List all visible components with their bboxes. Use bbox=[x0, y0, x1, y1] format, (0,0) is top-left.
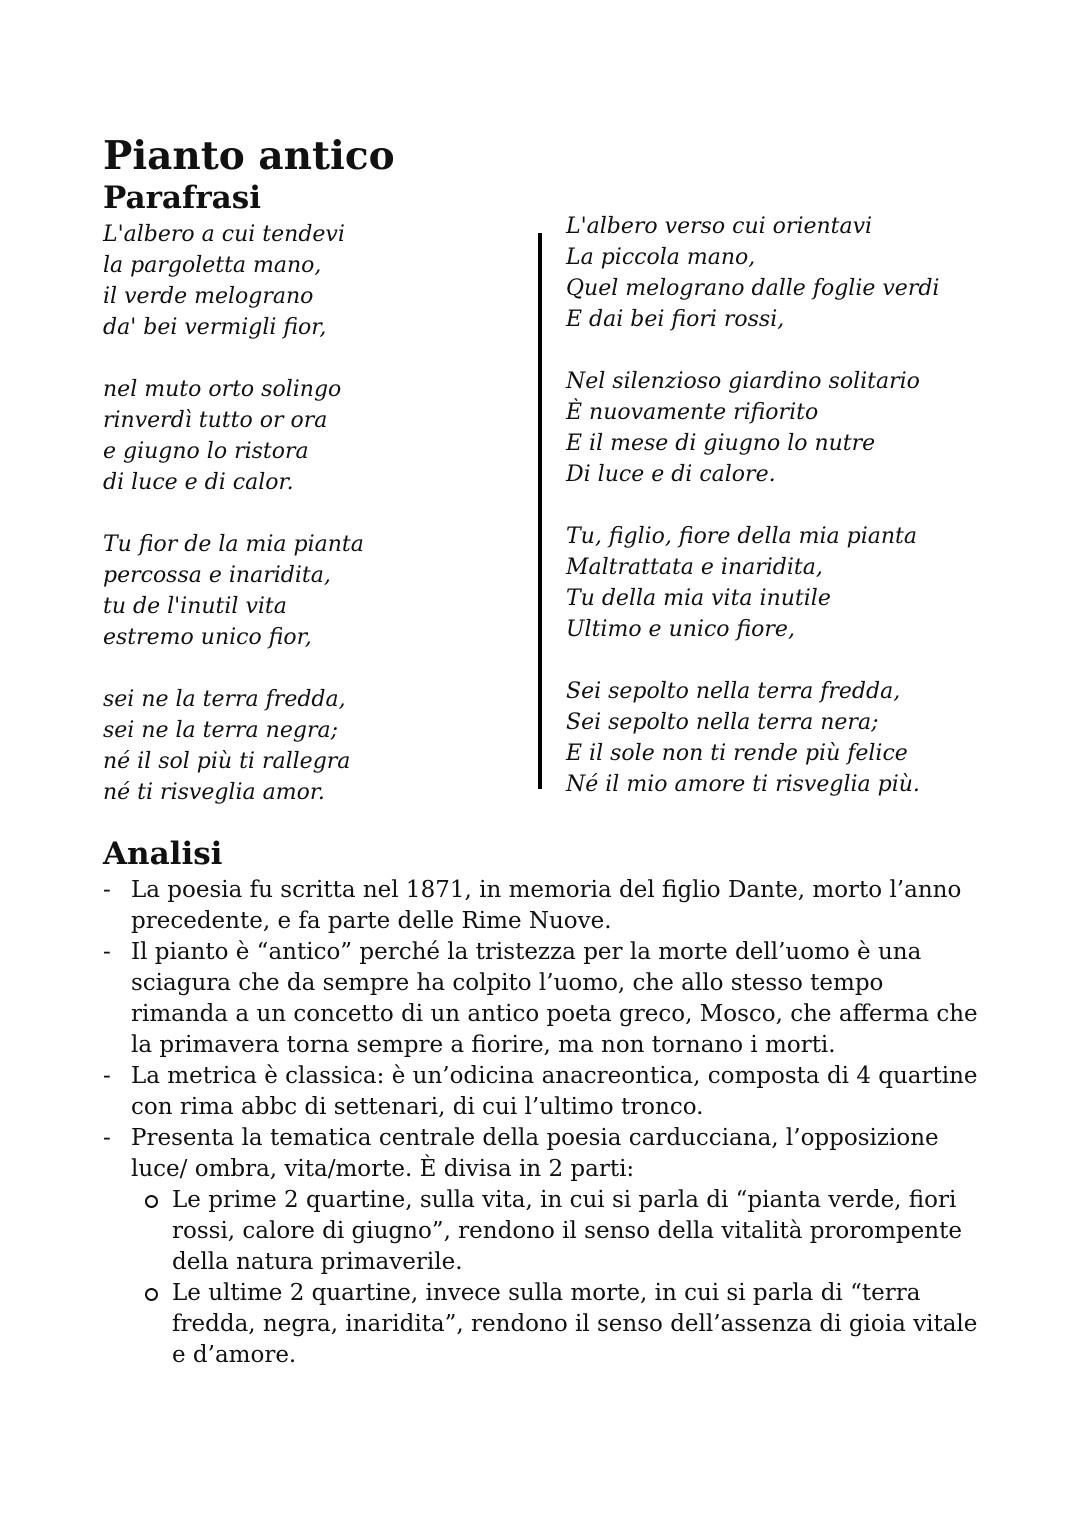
poem-verse: percossa e inaridita, bbox=[103, 563, 331, 588]
poem-verse: la pargoletta mano, bbox=[103, 253, 322, 278]
paraphrase-verse: Né il mio amore ti risveglia più. bbox=[566, 772, 920, 797]
poem-stanza bbox=[103, 529, 523, 653]
analysis-list bbox=[103, 875, 983, 1371]
paraphrase-verse: Di luce e di calore. bbox=[566, 462, 776, 487]
page-title: Pianto antico bbox=[103, 133, 395, 179]
poem-verse: tu de l'inutil vita bbox=[103, 594, 287, 619]
paraphrase-stanza bbox=[566, 211, 1026, 335]
analysis-point-text: La poesia fu scritta nel 1871, in memoria del figlio Dante, morto l’anno precedente, e fa parte delle Rime Nuove. bbox=[131, 877, 962, 934]
dash-bullet: - bbox=[103, 1063, 111, 1089]
paraphrase-verse: Ultimo e unico fiore, bbox=[566, 617, 795, 642]
poem-verse: nel muto orto solingo bbox=[103, 377, 342, 402]
analysis-subpoint bbox=[103, 1185, 983, 1278]
analysis-title: Analisi bbox=[103, 836, 223, 872]
analysis-subpoint-text: Le ultime 2 quartine, invece sulla morte, in cui si parla di “terra fredda, negra, inaridita”, rendono il senso dell’assenza di gioia vitale e d’amore. bbox=[172, 1280, 978, 1368]
paraphrase-verse: Tu della mia vita inutile bbox=[566, 586, 831, 611]
poem-verse: da' bei vermigli fior, bbox=[103, 315, 327, 340]
poem-verse: e giugno lo ristora bbox=[103, 439, 309, 464]
poem-verse: né ti risveglia amor. bbox=[103, 780, 325, 805]
poem-verse: di luce e di calor. bbox=[103, 470, 294, 495]
poem-stanza bbox=[103, 374, 523, 498]
poem-original-column bbox=[103, 219, 523, 808]
paraphrase-stanza bbox=[566, 366, 1026, 490]
poem-verse: Tu fior de la mia pianta bbox=[103, 532, 364, 557]
paraphrase-verse: Maltrattata e inaridita, bbox=[566, 555, 823, 580]
paraphrase-verse: Sei sepolto nella terra fredda, bbox=[566, 679, 901, 704]
analysis-point-text: Il pianto è “antico” perché la tristezza per la morte dell’uomo è una sciagura che da sempre ha colpito l’uomo, che allo stesso tempo rimanda a un concetto di un antico poeta greco, Mosco, che afferma che la primavera torna sempre a fiorire, ma non tornano i morti. bbox=[131, 939, 978, 1058]
dash-bullet: - bbox=[103, 939, 111, 965]
analysis-point bbox=[103, 937, 983, 1061]
poem-verse: sei ne la terra negra; bbox=[103, 718, 338, 743]
poem-stanza bbox=[103, 219, 523, 343]
section-subtitle-parafrasi: Parafrasi bbox=[103, 180, 261, 216]
column-divider bbox=[538, 233, 542, 789]
analysis-point bbox=[103, 1061, 983, 1123]
analysis-subpoint bbox=[103, 1278, 983, 1371]
paraphrase-verse: E il sole non ti rende più felice bbox=[566, 741, 908, 766]
paraphrase-verse: E il mese di giugno lo nutre bbox=[566, 431, 876, 456]
paraphrase-stanza bbox=[566, 676, 1026, 800]
circle-bullet-icon bbox=[145, 1195, 158, 1208]
paraphrase-verse: La piccola mano, bbox=[566, 245, 756, 270]
circle-bullet-icon bbox=[145, 1288, 158, 1301]
analysis-point bbox=[103, 1123, 983, 1185]
paraphrase-verse: Sei sepolto nella terra nera; bbox=[566, 710, 879, 735]
paraphrase-verse: Nel silenzioso giardino solitario bbox=[566, 369, 920, 394]
poem-verse: il verde melograno bbox=[103, 284, 314, 309]
paraphrase-verse: Tu, figlio, fiore della mia pianta bbox=[566, 524, 917, 549]
paraphrase-stanza bbox=[566, 521, 1026, 645]
dash-bullet: - bbox=[103, 877, 111, 903]
poem-verse: sei ne la terra fredda, bbox=[103, 687, 346, 712]
poem-paraphrase-column bbox=[566, 211, 1026, 800]
analysis-point-text: La metrica è classica: è un’odicina anacreontica, composta di 4 quartine con rima abbc di settenari, di cui l’ultimo tronco. bbox=[131, 1063, 978, 1120]
dash-bullet: - bbox=[103, 1125, 111, 1151]
poem-verse: rinverdì tutto or ora bbox=[103, 408, 328, 433]
analysis-subpoint-text: Le prime 2 quartine, sulla vita, in cui si parla di “pianta verde, fiori rossi, calore di giugno”, rendono il senso della vitalità prorompente della natura primaverile. bbox=[172, 1187, 962, 1275]
poem-verse: L'albero a cui tendevi bbox=[103, 222, 345, 247]
analysis-sublist bbox=[103, 1185, 983, 1371]
paraphrase-verse: E dai bei fiori rossi, bbox=[566, 307, 785, 332]
analysis-point bbox=[103, 875, 983, 937]
analysis-point-text: Presenta la tematica centrale della poesia carducciana, l’opposizione luce/ ombra, vita/morte. È divisa in 2 parti: bbox=[131, 1125, 939, 1182]
poem-verse: né il sol più ti rallegra bbox=[103, 749, 351, 774]
poem-verse: estremo unico fior, bbox=[103, 625, 312, 650]
paraphrase-verse: È nuovamente rifiorito bbox=[566, 400, 819, 425]
poem-stanza bbox=[103, 684, 523, 808]
paraphrase-verse: L'albero verso cui orientavi bbox=[566, 214, 873, 239]
paraphrase-verse: Quel melograno dalle foglie verdi bbox=[566, 276, 940, 301]
